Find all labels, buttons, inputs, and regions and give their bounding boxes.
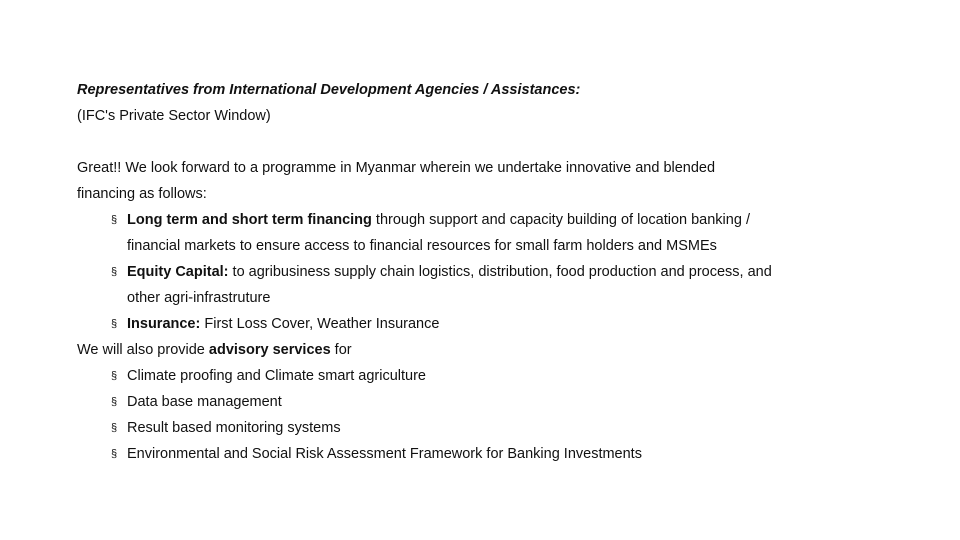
list-item-line bbox=[127, 207, 877, 233]
intro-line-2: financing as follows: bbox=[77, 186, 207, 202]
list-item-line bbox=[127, 259, 877, 285]
list-item-monitoring bbox=[77, 415, 877, 441]
slide-body bbox=[77, 77, 877, 467]
list-item-climate bbox=[77, 363, 877, 389]
advisory-prefix: We will also provide bbox=[77, 342, 209, 358]
list-item-insurance bbox=[77, 311, 877, 337]
list-item-text: Climate proofing and Climate smart agriculture bbox=[127, 368, 426, 384]
spacer bbox=[77, 129, 877, 155]
bullet-icon: § bbox=[111, 448, 118, 460]
list-item-bold: Long term and short term financing bbox=[127, 212, 372, 228]
advisory-suffix: for bbox=[330, 342, 352, 358]
list-item-equity bbox=[77, 259, 877, 311]
bullet-icon: § bbox=[111, 370, 118, 382]
list-item-bold: Insurance: bbox=[127, 316, 201, 332]
intro-line-1: Great!! We look forward to a programme in Myanmar wherein we undertake innovative and blended bbox=[77, 160, 716, 176]
list-item-text: through support and capacity building of location banking / bbox=[371, 212, 750, 228]
list-item-database bbox=[77, 389, 877, 415]
heading-title: Representatives from International Development Agencies / Assistances: bbox=[77, 82, 581, 98]
list-item-text: Environmental and Social Risk Assessment Framework for Banking Investments bbox=[127, 446, 642, 462]
list-item-text: First Loss Cover, Weather Insurance bbox=[200, 316, 440, 332]
list-item-risk-framework bbox=[77, 441, 877, 467]
bullet-icon: § bbox=[111, 396, 118, 408]
list-item-continuation: other agri-infrastruture bbox=[127, 290, 271, 306]
list-item-text: Data base management bbox=[127, 394, 282, 410]
bullet-icon: § bbox=[111, 422, 118, 434]
heading-subtitle: (IFC's Private Sector Window) bbox=[77, 108, 271, 124]
list-item-line bbox=[127, 311, 877, 337]
list-item-financing bbox=[77, 207, 877, 259]
list-item-continuation: financial markets to ensure access to financial resources for small farm holders and MSMEs bbox=[127, 238, 717, 254]
list-item-text: to agribusiness supply chain logistics, distribution, food production and process, and bbox=[228, 264, 772, 280]
advisory-intro bbox=[77, 337, 877, 363]
bullet-icon: § bbox=[111, 214, 118, 226]
bullet-icon: § bbox=[111, 266, 118, 278]
list-item-text: Result based monitoring systems bbox=[127, 420, 341, 436]
list-item-bold: Equity Capital: bbox=[127, 264, 229, 280]
bullet-icon: § bbox=[111, 318, 118, 330]
advisory-bold: advisory services bbox=[208, 342, 331, 358]
